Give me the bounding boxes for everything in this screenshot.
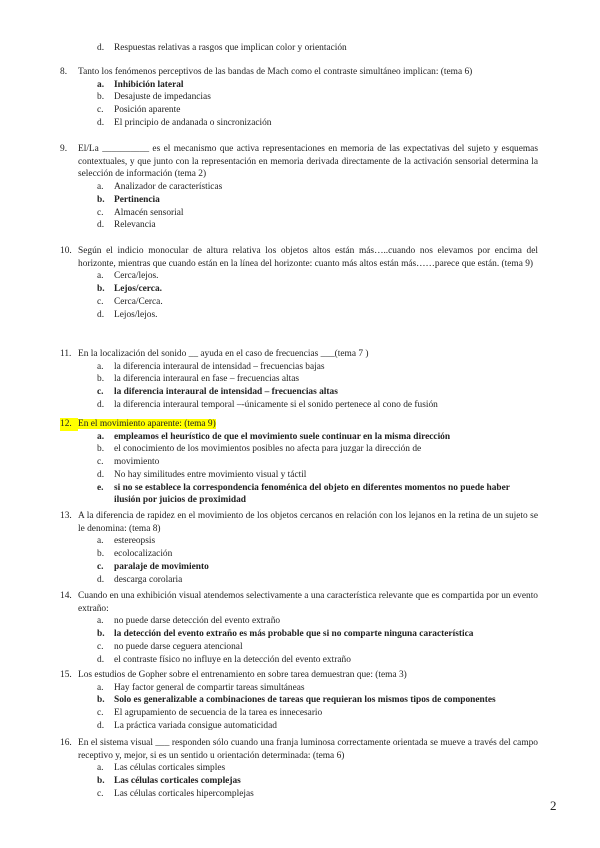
option-a: a. la diferencia interaural de intensidad – frecuencias bajas	[97, 361, 325, 372]
question-14	[60, 590, 538, 666]
option-a: a. Hay factor general de compartir tareas simultáneas	[97, 682, 305, 693]
carryover-option	[60, 42, 538, 55]
question-number: 12.	[60, 418, 78, 431]
option-d: d. Respuestas relativas a rasgos que implican color y orientación	[97, 43, 347, 53]
option-c: c. Almacén sensorial	[97, 207, 184, 218]
question-15	[60, 669, 538, 733]
question-text: Según el indicio monocular de altura relativa los objetos altos están más…..cuando nos elevamos por encima del horizonte, mientras que cuando están en la línea del horizonte: cuanto más altos están más……parece que están. (tema 9)	[78, 246, 538, 269]
option-a: a. Inhibición lateral	[97, 79, 184, 90]
option-d: d. La práctica variada consigue automaticidad	[97, 720, 277, 731]
option-d: d. Lejos/lejos.	[97, 309, 158, 320]
option-a: a. Cerca/lejos.	[97, 271, 159, 282]
question-number: 14.	[60, 591, 72, 601]
option-b: b. Pertinencia	[97, 194, 160, 205]
option-a: a. estereopsis	[97, 536, 156, 547]
question-number: 15.	[60, 670, 72, 680]
option-c: c. Posición aparente	[97, 105, 181, 116]
option-c: c. no puede darse ceguera atencional	[97, 641, 243, 652]
option-b: b. ecolocalización	[97, 549, 173, 560]
question-number: 9.	[60, 144, 68, 154]
option-b: b. la diferencia interaural en fase – frecuencias altas	[97, 374, 300, 385]
option-d: d. descarga corolaria	[97, 574, 183, 585]
question-12	[60, 418, 538, 507]
question-text: Los estudios de Gopher sobre el entrenamiento en sobre tarea demuestran que: (tema 3)	[78, 670, 407, 680]
option-c: c. Las células corticales hipercomplejas	[97, 788, 254, 799]
option-b: b. el conocimiento de los movimientos posibles no afecta para juzgar la dirección de	[97, 444, 422, 455]
option-c: c. El agrupamiento de secuencia de la tarea es innecesario	[97, 708, 323, 719]
option-a: a. Las células corticales simples	[97, 763, 226, 774]
question-9	[60, 143, 538, 232]
question-text: En el movimiento aparente: (tema 9)	[78, 419, 216, 429]
question-text: Cuando en una exhibición visual atendemos selectivamente a una característica relevante que es compartida por un evento extraño:	[78, 591, 538, 614]
option-e: e. si no se establece la correspondencia fenoménica del objeto en diferentes momentos no puede haber ilusión por juicios de proximidad	[97, 482, 510, 506]
question-10	[60, 245, 538, 321]
option-d: d. No hay similitudes entre movimiento visual y táctil	[97, 469, 307, 480]
option-c: c. paralaje de movimiento	[97, 561, 209, 572]
question-text: El/La __________ es el mecanismo que activa representaciones en memoria de las expectativas del sujeto y esquemas contextuales, y que junto con la representación en memoria derivada directamente de la activación sensorial determina la selección de información (tema 2)	[78, 144, 538, 180]
question-number: 8.	[60, 67, 68, 77]
question-number: 13.	[60, 511, 72, 521]
option-b: b. Solo es generalizable a combinaciones de tareas que requieran los mismos tipos de componentes	[97, 695, 496, 706]
question-text: En el sistema visual ___ responden sólo cuando una franja luminosa correctamente orientada se mueve a través del campo receptivo y, mejor, si es un sentido u orientación determinada: (tema 6)	[78, 738, 538, 761]
option-b: b. la detección del evento extraño es más probable que si no comparte ninguna característica	[97, 629, 474, 640]
option-b: b. Lejos/cerca.	[97, 284, 162, 295]
option-c: c. la diferencia interaural de intensidad – frecuencias altas	[97, 387, 338, 398]
option-d: d. el contraste físico no influye en la detección del evento extraño	[97, 654, 351, 665]
question-8	[60, 66, 538, 130]
question-text: En la localización del sonido __ ayuda en el caso de frecuencias ___(tema 7 )	[78, 349, 369, 359]
question-number: 16.	[60, 738, 72, 748]
option-b: b. Desajuste de impedancias	[97, 92, 211, 103]
page-number: 2	[550, 798, 557, 813]
option-b: b. Las células corticales complejas	[97, 776, 241, 787]
option-c: c. movimiento	[97, 457, 160, 468]
question-number: 11.	[60, 349, 72, 359]
question-text: A la diferencia de rapidez en el movimiento de los objetos cercanos en relación con los lejanos en la retina de un sujeto se le denomina: (tema 8)	[78, 511, 538, 534]
option-c: c. Cerca/Cerca.	[97, 296, 163, 307]
option-a: a. empleamos el heurístico de que el movimiento suele continuar en la misma dirección	[97, 431, 451, 442]
question-text: Tanto los fenómenos perceptivos de las bandas de Mach como el contraste simultáneo implican: (tema 6)	[78, 67, 473, 77]
question-16	[60, 737, 538, 801]
option-d: d. Relevancia	[97, 220, 156, 231]
option-a: a. no puede darse detección del evento extraño	[97, 616, 281, 627]
option-d: d. la diferencia interaural temporal –-únicamente si el sonido pertenece al cono de fusión	[97, 399, 438, 410]
question-11	[60, 348, 538, 412]
question-13	[60, 510, 538, 586]
option-d: d. El principio de andanada o sincronización	[97, 117, 272, 128]
question-number: 10.	[60, 246, 72, 256]
option-a: a. Analizador de características	[97, 182, 223, 193]
